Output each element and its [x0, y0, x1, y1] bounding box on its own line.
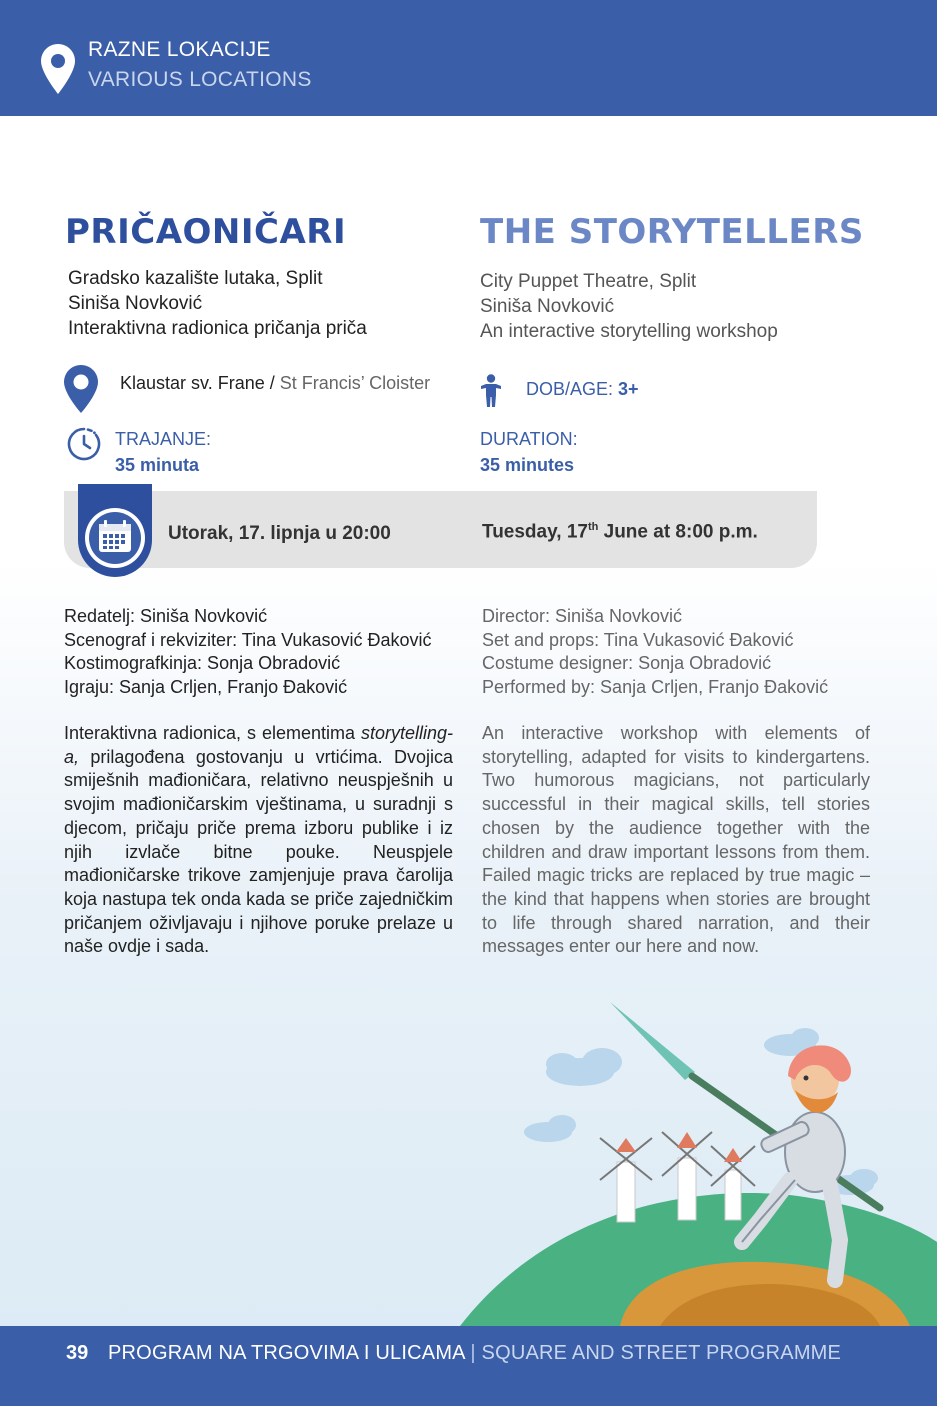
- description-hr: [64, 722, 453, 959]
- event-subtitle-hr: [68, 266, 367, 341]
- credit-line: Costume designer: Sonja Obradović: [482, 653, 772, 673]
- date-en-rest: June at 8:00 p.m.: [598, 521, 758, 543]
- description-text: prilagođena gostovanju u vrtićima. Dvojica smiješnih mađioničara, relativno neuspješnih u svojim mađioničarskim vještinama, u suradnji s djecom, pričaju priče prema izboru publike i iz njih izvlače bitne pouke. Neuspjele mađioničarske trikove zamjenjuje prava čarolija koja nastupa tek onda kada se priče zajedničkim pričanjem oživljavaju i njihove poruke prelaze u naše ovdje i sada.: [64, 746, 453, 957]
- duration-label-en: DURATION:: [480, 429, 578, 449]
- page-footer: [0, 1326, 937, 1406]
- location-pin-icon: [62, 364, 100, 414]
- credits-en: [482, 605, 828, 699]
- duration-value-en: 35 minutes: [480, 455, 575, 475]
- location-title-hr: RAZNE LOKACIJE: [88, 38, 271, 61]
- child-icon: [479, 374, 503, 408]
- age-info: [526, 379, 639, 400]
- program-en: SQUARE AND STREET PROGRAMME: [481, 1342, 842, 1364]
- date-en: [482, 521, 758, 543]
- credit-line: Redatelj: Siniša Novković: [64, 606, 268, 626]
- date-en-day: Tuesday, 17: [482, 521, 588, 543]
- page-number: 39: [66, 1342, 89, 1364]
- location-title-en: VARIOUS LOCATIONS: [88, 68, 312, 91]
- credit-line: Scenograf i rekviziter: Tina Vukasović Đaković: [64, 629, 432, 650]
- description-text: Interaktivna radionica, s elementima: [64, 723, 361, 743]
- location-pin-icon: [40, 43, 76, 95]
- subtitle-line: Interaktivna radionica pričanja priča: [68, 318, 367, 339]
- footer-program: [108, 1342, 841, 1365]
- clock-icon: [66, 426, 102, 462]
- calendar-icon: [78, 484, 152, 578]
- event-title-hr: PRIČAONIČARI: [65, 212, 347, 252]
- event-subtitle-en: [480, 269, 778, 344]
- date-hr: Utorak, 17. lipnja u 20:00: [168, 523, 391, 544]
- duration-label-hr: TRAJANJE:: [115, 429, 212, 449]
- subtitle-line: Gradsko kazalište lutaka, Split: [68, 268, 323, 289]
- duration-value-hr: 35 minuta: [115, 455, 200, 475]
- subtitle-line: Siniša Novković: [68, 293, 203, 314]
- footer-separator: |: [464, 1342, 482, 1364]
- credit-line: Director: Siniša Novković: [482, 606, 683, 626]
- page-header: [0, 0, 937, 116]
- age-value: 3+: [618, 379, 639, 399]
- credit-line: Kostimografkinja: Sonja Obradović: [64, 653, 341, 673]
- subtitle-line: An interactive storytelling workshop: [480, 321, 778, 342]
- program-hr: PROGRAM NA TRGOVIMA I ULICAMA: [108, 1342, 465, 1364]
- credits-hr: [64, 605, 431, 699]
- description-emphasis: storytelling-a,: [64, 723, 453, 767]
- event-title-en: THE STORYTELLERS: [480, 212, 864, 252]
- subtitle-line: Siniša Novković: [480, 296, 615, 317]
- subtitle-line: City Puppet Theatre, Split: [480, 271, 697, 292]
- venue-hr: Klaustar sv. Frane: [120, 373, 265, 393]
- age-label: DOB/AGE:: [526, 379, 614, 399]
- venue-en: St Francis’ Cloister: [279, 373, 431, 393]
- credit-line: Igraju: Sanja Crljen, Franjo Đaković: [64, 676, 348, 697]
- venue-separator: /: [264, 373, 280, 393]
- credit-line: Performed by: Sanja Crljen, Franjo Đaković: [482, 676, 829, 697]
- knight-illustration: [430, 980, 937, 1326]
- description-en: An interactive workshop with elements of storytelling, adapted for visits to kindergartens. Two humorous magicians, not particularly successful in their magical skills, tell stories chosen by the audience together with the children and draw important lessons from them. Failed magic tricks are replaced by true magic – the kind that happens when stories are brought to life through shared narration, and their messages enter our here and now.: [482, 723, 870, 957]
- date-en-ordinal: th: [587, 521, 599, 533]
- credit-line: Set and props: Tina Vukasović Đaković: [482, 629, 794, 650]
- venue-text: [120, 373, 430, 394]
